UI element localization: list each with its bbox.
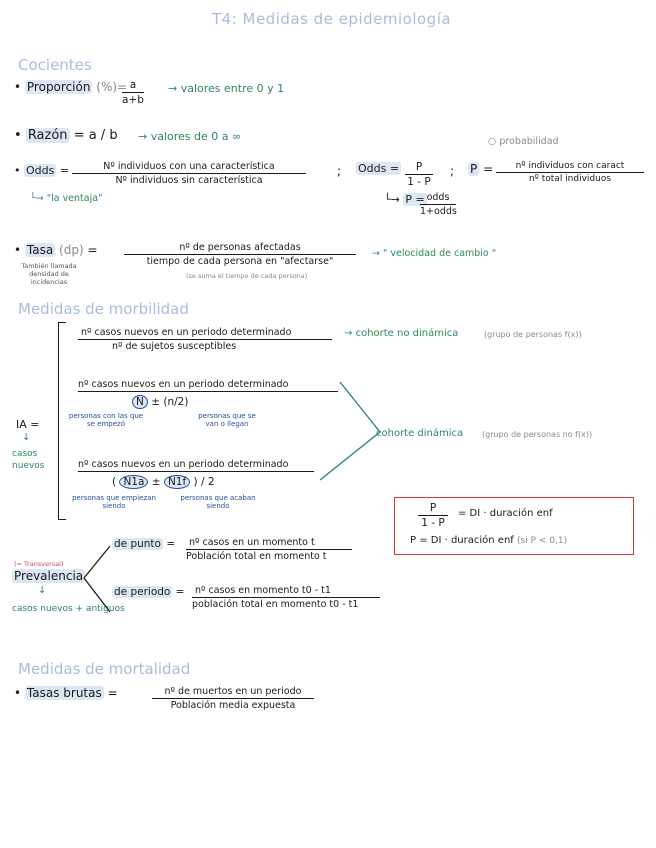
- odds-eq: =: [59, 164, 70, 177]
- mortalidad-eq: =: [107, 686, 118, 700]
- tasa-note: [372, 248, 496, 259]
- mortalidad-label: Tasas brutas: [26, 686, 102, 700]
- bullet: •: [14, 128, 22, 143]
- ia-f2-den-b: (n/2): [163, 396, 189, 408]
- odds2-num: P: [405, 161, 433, 175]
- p2-label: P =: [405, 193, 425, 206]
- ia-f2-den-n: N: [132, 395, 148, 409]
- prevalencia-label: [12, 569, 85, 583]
- razon-label: Razón: [27, 128, 68, 143]
- brace-bottom: [58, 519, 66, 520]
- p-num: nº individuos con caract: [496, 161, 644, 173]
- tasa-fraction: [124, 242, 356, 267]
- circle-arrow-icon: ○: [488, 136, 497, 147]
- punto-num: nº casos en un momento t: [186, 537, 352, 550]
- odds-note-text: "la ventaja": [46, 193, 103, 204]
- tasa-also: También llamada densidad de incidencias: [21, 262, 77, 286]
- arrow-right-icon: →: [138, 130, 148, 143]
- ia-f2-den: [132, 395, 188, 409]
- proporcion-note-text: valores entre 0 y 1: [180, 82, 285, 95]
- razon-row: [14, 128, 118, 143]
- mortalidad-fraction: [152, 686, 314, 711]
- bullet: •: [14, 243, 22, 257]
- box-line1-rest: = DI · duración enf: [458, 508, 553, 519]
- tasa-dp: (dp): [59, 243, 84, 257]
- odds2-den: 1 - P: [407, 176, 431, 188]
- probabilidad-note: [488, 136, 559, 147]
- ia-f3-den: ( N1a ± N1f ) / 2: [112, 476, 215, 488]
- p2-fraction: [420, 192, 456, 217]
- ia-f2-num: nº casos nuevos en un periodo determinado: [78, 379, 338, 392]
- razon-note-text: valores de 0 a ∞: [150, 130, 242, 143]
- proporcion-label: Proporción: [26, 80, 91, 94]
- ia-f2-gray: (grupo de personas no f(x)): [482, 430, 593, 439]
- ia-f3-den-c: ) / 2: [193, 476, 215, 488]
- odds-note: [30, 193, 102, 204]
- odds-fraction: [72, 161, 306, 186]
- mortalidad-row: [14, 686, 118, 700]
- odds-label: Odds: [26, 164, 55, 177]
- p-label-text: P: [470, 162, 478, 176]
- tasa-den-note: (se suma el tiempo de cada persona): [186, 272, 308, 280]
- arrow-down-icon: ↓: [22, 432, 31, 443]
- ia-f1-fraction: [78, 327, 332, 352]
- razon-formula: = a / b: [73, 128, 118, 143]
- ia-f2-ann-b: personas que se van o llegan: [198, 412, 256, 428]
- box-fraction: [418, 502, 448, 529]
- ia-brace: [58, 322, 59, 520]
- prevalencia-branches: [80, 542, 114, 616]
- odds-num: Nº individuos con una característica: [72, 161, 306, 174]
- periodo-label: de periodo: [114, 586, 171, 598]
- punto-label: de punto: [114, 538, 161, 550]
- ia-f2-den-pm: ±: [151, 396, 161, 408]
- punto-row: de punto =: [114, 538, 176, 550]
- ia-f3-num: nº casos nuevos en un periodo determinado: [78, 459, 314, 472]
- odds2-label: [356, 162, 401, 175]
- ia-f1-num: nº casos nuevos en un periodo determinado: [78, 327, 332, 340]
- odds2-fraction: [405, 161, 433, 188]
- box-den: 1 - P: [421, 517, 445, 529]
- ia-f1-den: nº de sujetos susceptibles: [112, 341, 237, 352]
- odds-den: Nº individuos sin característica: [115, 175, 263, 186]
- box-line2-text: P = DI · duración enf: [410, 535, 514, 546]
- ia-casos: casos nuevos: [12, 449, 45, 471]
- punto-fraction: [186, 537, 352, 562]
- arrow-down-icon: ↓: [38, 585, 47, 596]
- probabilidad-text: probabilidad: [499, 136, 559, 147]
- ia-f2-note: cohorte dinámica: [376, 428, 464, 439]
- punto-den: Población total en momento t: [186, 551, 327, 562]
- bullet: •: [14, 164, 21, 177]
- corner-arrow-icon: └→: [384, 193, 400, 206]
- p-den: nº total individuos: [528, 174, 612, 184]
- odds-semicolon-1: ;: [337, 164, 342, 178]
- ia-f2-ann-a: personas con las que se empezó: [68, 412, 144, 428]
- box-line2: [410, 535, 567, 546]
- proporcion-row: [14, 80, 127, 94]
- tasa-num: nº de personas afectadas: [124, 242, 356, 255]
- ia-label: IA =: [16, 418, 40, 431]
- proporcion-den: a+b: [122, 94, 144, 106]
- periodo-row: de periodo =: [114, 586, 185, 598]
- ia-f3-ann-a: personas que empiezan siendo: [72, 494, 156, 510]
- prevalencia-label-text: Prevalencia: [14, 569, 84, 583]
- prevalencia-tag: (= Transversal): [14, 560, 64, 568]
- arrow-right-icon: →: [168, 82, 178, 95]
- ia-f1-note: [344, 328, 458, 339]
- mortalidad-num: nº de muertos en un periodo: [152, 686, 314, 699]
- odds-row: [14, 164, 69, 177]
- prevalencia-casos: casos nuevos + antiguos: [12, 604, 125, 614]
- bullet: •: [14, 686, 22, 700]
- arrow-right-icon: →: [344, 328, 353, 339]
- proporcion-fraction: [122, 79, 144, 106]
- page-title: T4: Medidas de epidemiología: [212, 10, 452, 28]
- tasa-eq: =: [87, 243, 98, 257]
- tasa-row: [14, 243, 98, 257]
- proporcion-num: a: [122, 79, 144, 93]
- box-line2-gray: (si P < 0,1): [517, 536, 568, 546]
- ia-f3-den-a: N1a: [119, 475, 148, 489]
- mortalidad-den: Población media expuesta: [170, 700, 296, 711]
- corner-arrow-icon: └→: [30, 193, 44, 204]
- tasa-note-text: " velocidad de cambio ": [383, 248, 497, 259]
- p2-num: odds: [420, 192, 456, 205]
- box-num: P: [418, 502, 448, 516]
- periodo-num: nº casos en momento t0 - t1: [192, 585, 380, 598]
- tasa-label: Tasa: [26, 243, 54, 257]
- razon-note: [138, 130, 241, 143]
- odds-semicolon-2: ;: [450, 164, 455, 178]
- odds2-label-text: Odds =: [358, 162, 400, 175]
- ia-f1-gray: (grupo de personas f(x)): [484, 330, 582, 339]
- ia-f1-note-text: cohorte no dinámica: [355, 328, 459, 339]
- ia-f3-ann-b: personas que acaban siendo: [180, 494, 256, 510]
- p2-den: 1+odds: [420, 206, 457, 217]
- bullet: •: [14, 80, 22, 94]
- p-label: P =: [470, 162, 494, 176]
- periodo-den: población total en momento t0 - t1: [192, 599, 359, 610]
- ia-f3-den-pm: ±: [151, 476, 161, 488]
- proporcion-pct: (%)=: [96, 80, 128, 94]
- brace-top: [58, 322, 66, 323]
- periodo-fraction: [192, 585, 380, 610]
- section-mortalidad: Medidas de mortalidad: [18, 660, 191, 678]
- tasa-den: tiempo de cada persona en "afectarse": [146, 256, 334, 267]
- proporcion-note: [168, 82, 284, 95]
- p-fraction: [496, 161, 644, 184]
- section-morbilidad: Medidas de morbilidad: [18, 300, 189, 318]
- arrow-right-icon: →: [372, 248, 380, 259]
- ia-f3-den-b: N1f: [164, 475, 190, 489]
- section-cocientes: Cocientes: [18, 56, 92, 74]
